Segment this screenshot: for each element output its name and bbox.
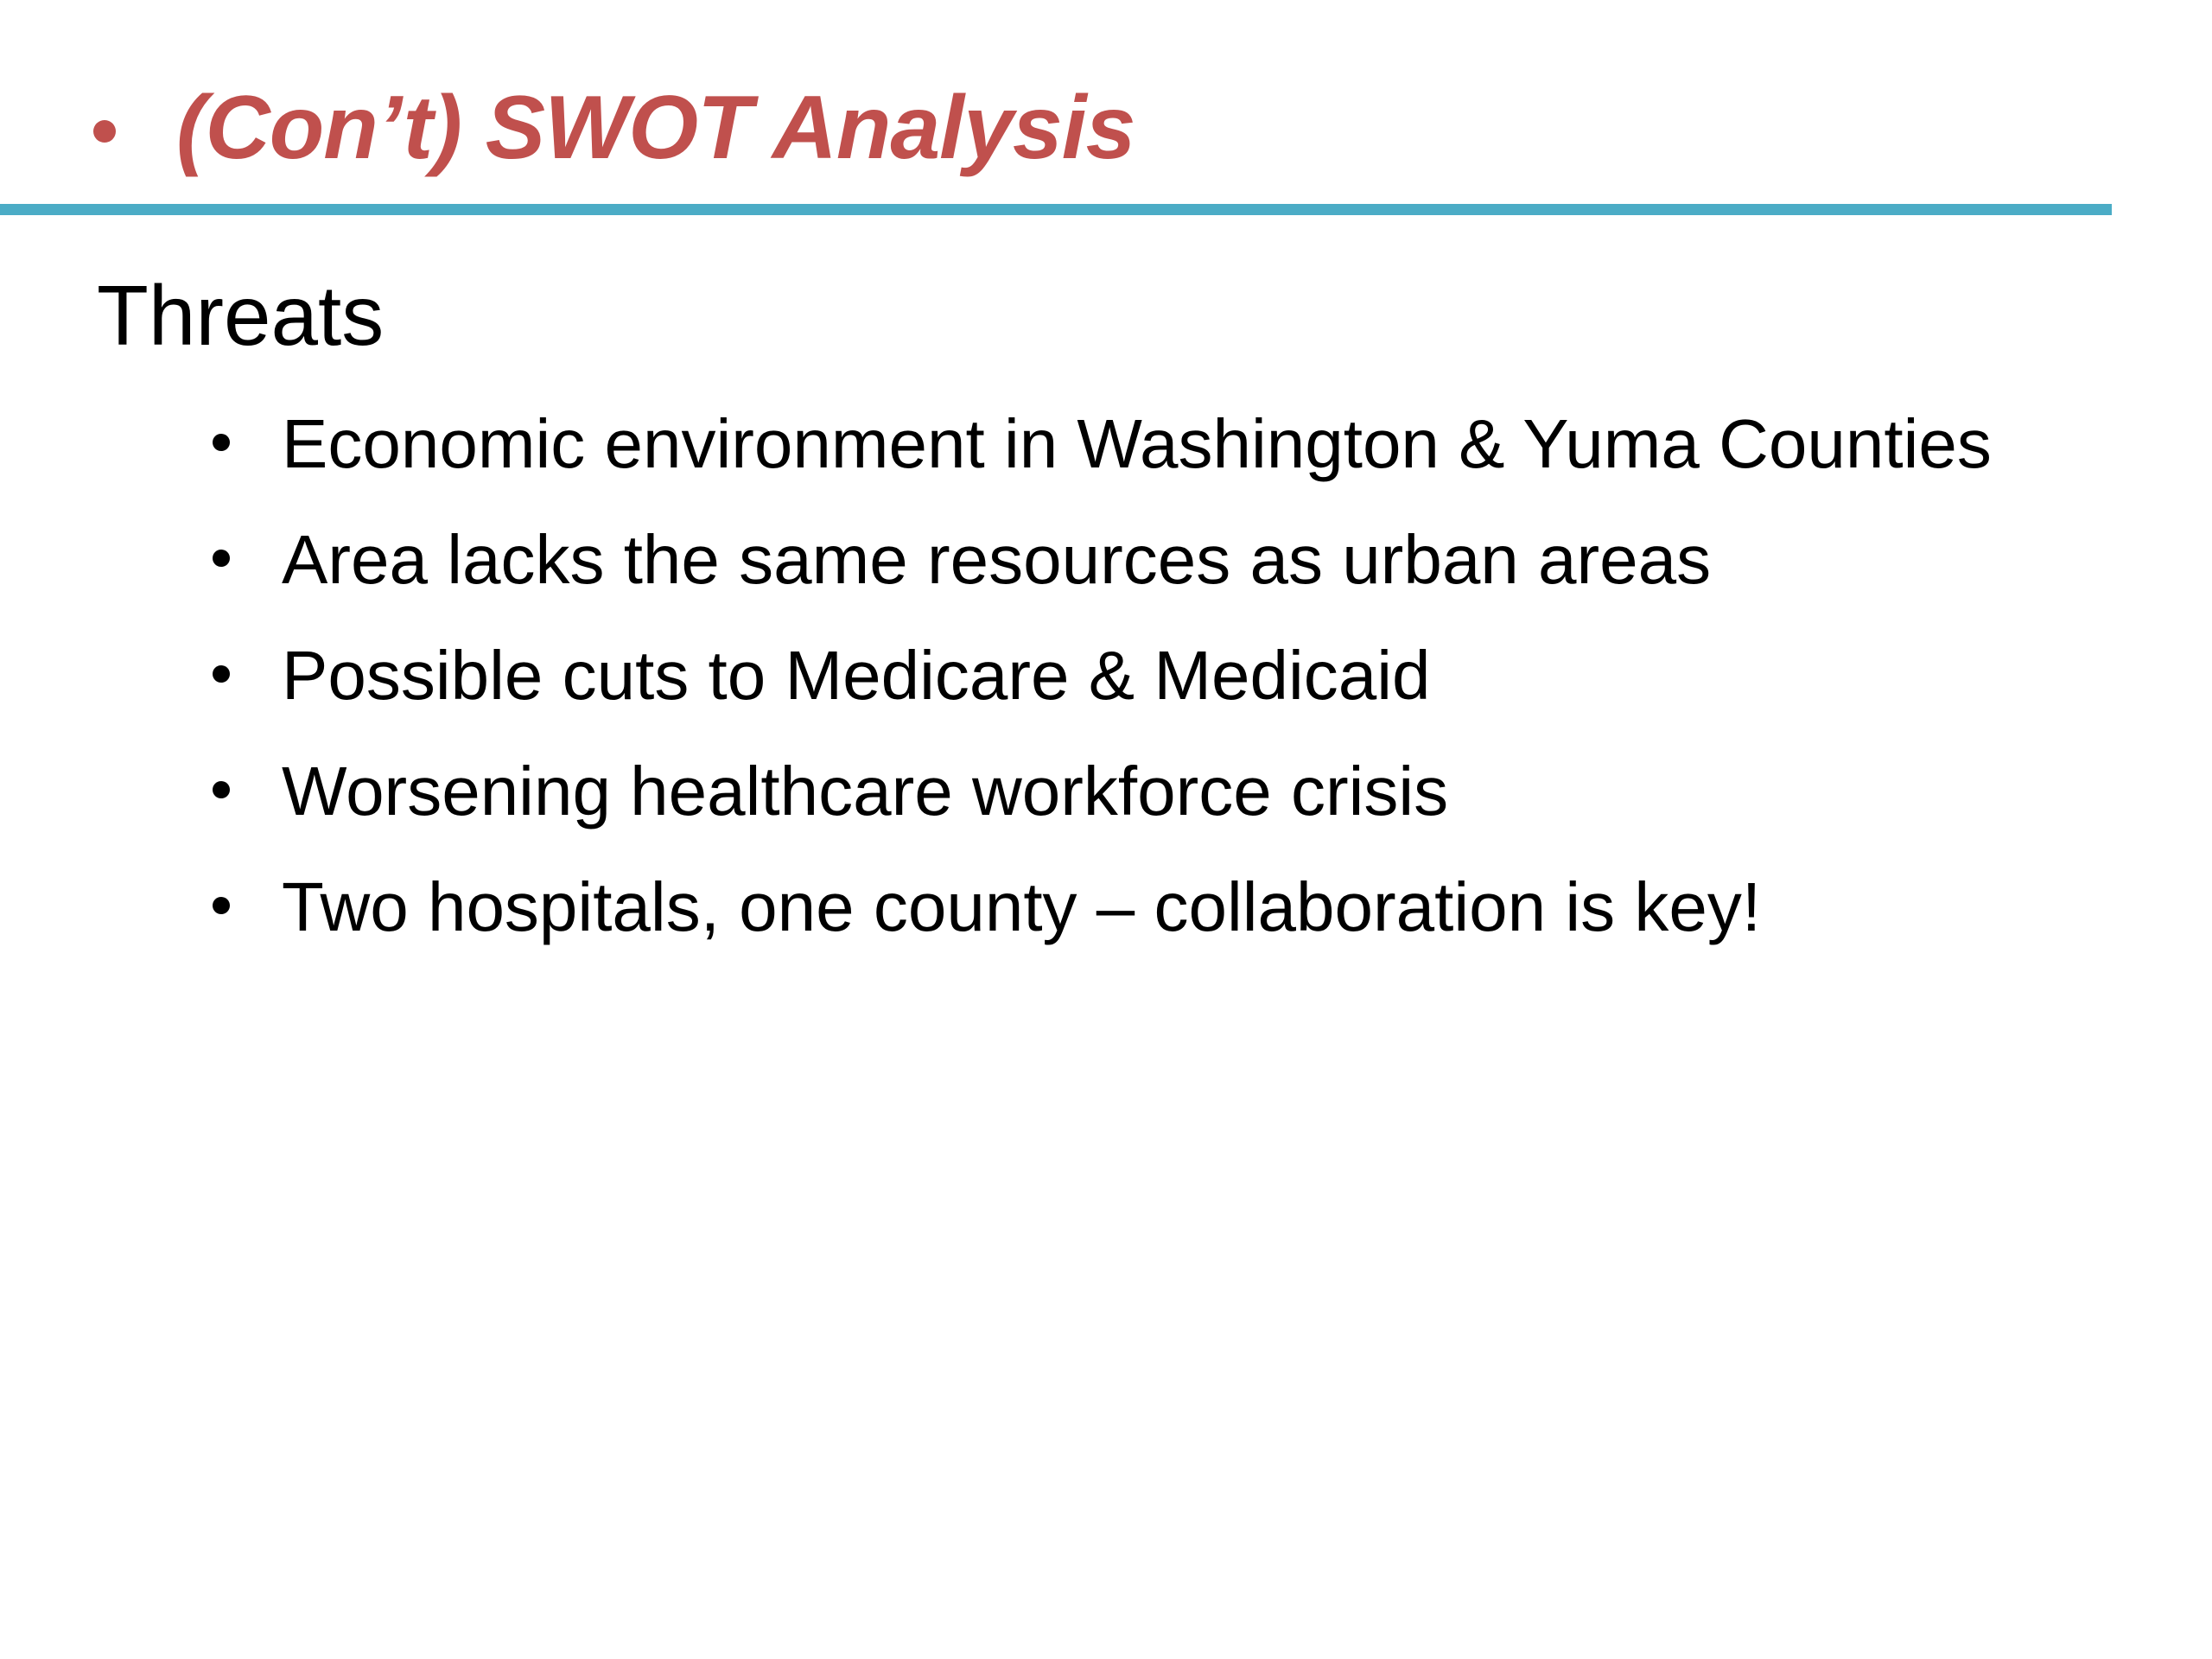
title-divider bbox=[0, 204, 2112, 215]
bullet-icon bbox=[213, 550, 230, 567]
list-item bbox=[207, 859, 2056, 956]
list-item bbox=[207, 396, 2056, 493]
bullet-text: Worsening healthcare workforce crisis bbox=[282, 753, 1449, 830]
list-item bbox=[207, 743, 2056, 840]
slide-title-row bbox=[93, 67, 1135, 188]
bullet-icon bbox=[213, 781, 230, 798]
bullet-text: Possible cuts to Medicare & Medicaid bbox=[282, 637, 1431, 714]
bullet-icon bbox=[213, 665, 230, 683]
bullet-icon bbox=[213, 434, 230, 451]
bullet-list bbox=[207, 396, 2056, 975]
list-item bbox=[207, 512, 2056, 608]
bullet-icon bbox=[213, 897, 230, 914]
section-heading: Threats bbox=[97, 268, 385, 363]
bullet-text: Area lacks the same resources as urban areas bbox=[282, 521, 1712, 598]
slide-title: (Con’t) SWOT Analysis bbox=[176, 78, 1135, 178]
list-item bbox=[207, 627, 2056, 724]
title-bullet-icon bbox=[93, 120, 116, 143]
bullet-text: Economic environment in Washington & Yuma Counties bbox=[282, 405, 1992, 482]
bullet-text: Two hospitals, one county – collaboration is key! bbox=[282, 868, 1762, 945]
